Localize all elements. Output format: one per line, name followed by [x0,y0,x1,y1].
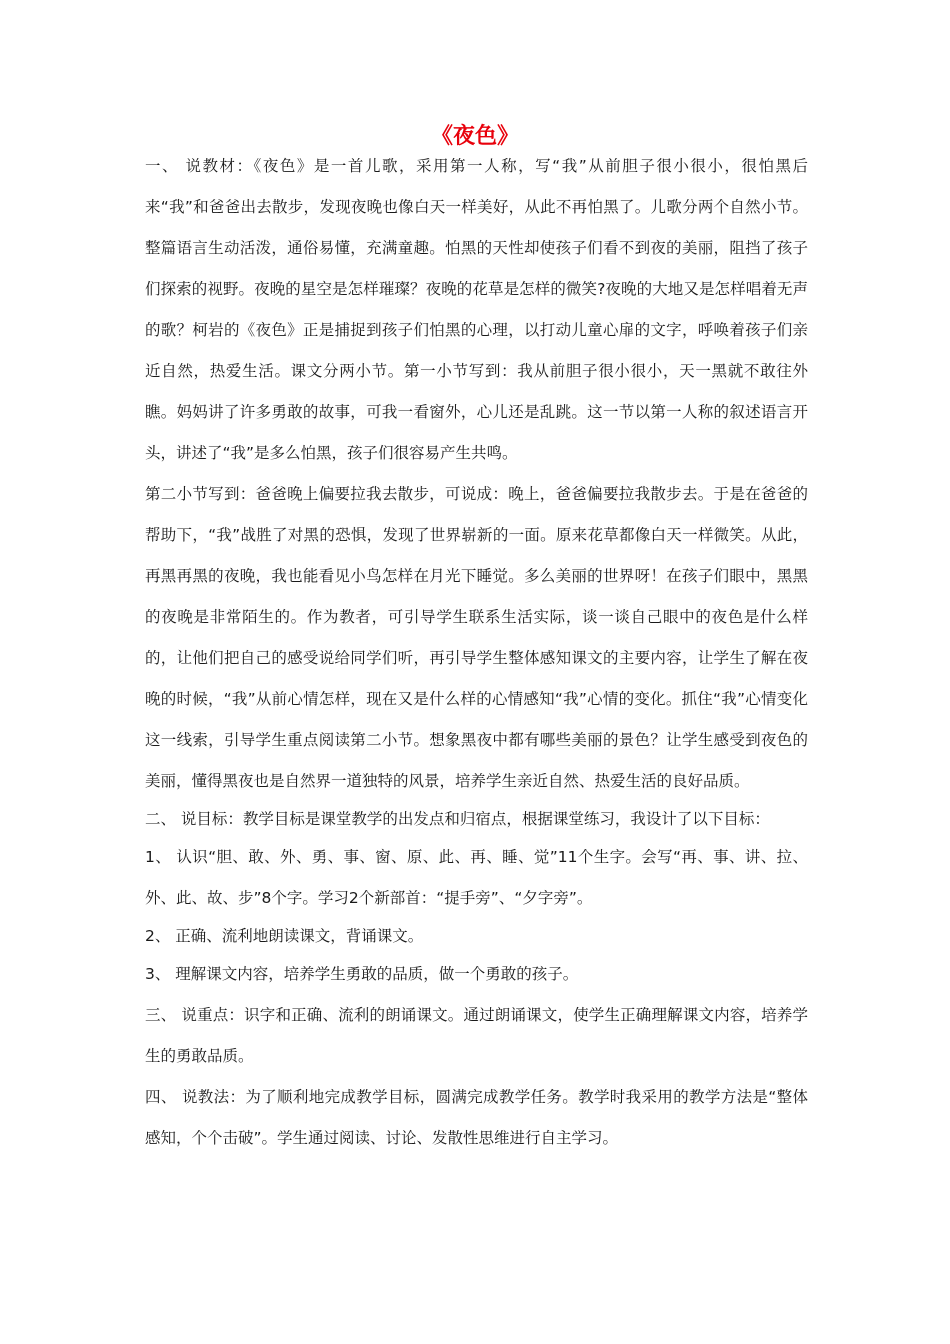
paragraph-goal-2: 2、 正确、流利地朗读课文，背诵课文。 [145,927,424,945]
paragraph-second-section: 第二小节写到：爸爸晚上偏要拉我去散步，可说成：晚上，爸爸偏要拉我散步去。于是在爸爸的帮助下，“我”战胜了对黑的恐惧，发现了世界崭新的一面。原来花草都像白天一样微笑。从此，再黑再黑的夜晚，我也能看见小鸟怎样在月光下睡觉。多么美丽的世界呀！在孩子们眼中，黑黑的夜晚是非常陌生的。作为教者，可引导学生联系生活实际，谈一谈自己眼中的夜色是什么样的，让他们把自己的感受说给同学们听，再引导学生整体感知课文的主要内容，让学生了解在夜晚的时候，“我”从前心情怎样，现在又是什么样的心情感知“我”心情的变化。抓住“我”心情变化这一线索，引导学生重点阅读第二小节。想象黑夜中都有哪些美丽的景色？让学生感受到夜色的美丽，懂得黑夜也是自然界一道独特的风景，培养学生亲近自然、热爱生活的良好品质。 [145,485,808,790]
paragraph-goal-3: 3、 理解课文内容，培养学生勇敢的品质，做一个勇敢的孩子。 [145,965,579,983]
paragraph-key-points: 三、 说重点：识字和正确、流利的朗诵课文。通过朗诵课文，使学生正确理解课文内容，培养学生的勇敢品质。 [145,1006,808,1065]
paragraph-textbook: 一、 说教材：《夜色》是一首儿歌，采用第一人称，写“我”从前胆子很小很小，很怕黑后来“我”和爸爸出去散步，发现夜晚也像白天一样美好，从此不再怕黑了。儿歌分两个自然小节。整篇语言生动活泼，通俗易懂，充满童趣。怕黑的天性却使孩子们看不到夜的美丽，阻挡了孩子们探索的视野。夜晚的星空是怎样璀璨？夜晚的花草是怎样的微笑?夜晚的大地又是怎样唱着无声的歌？柯岩的《夜色》正是捕捉到孩子们怕黑的心理，以打动儿童心扉的文字，呼唤着孩子们亲近自然，热爱生活。课文分两小节。第一小节写到：我从前胆子很小很小，天一黑就不敢往外瞧。妈妈讲了许多勇敢的故事，可我一看窗外，心儿还是乱跳。这一节以第一人称的叙述语言开头，讲述了“我”是多么怕黑，孩子们很容易产生共鸣。 [145,157,808,462]
document-title: 《夜色》 [430,123,519,149]
document-body [145,146,808,1159]
paragraph-goal-1: 1、 认识“胆、敢、外、勇、事、窗、原、此、再、睡、觉”11个生字。会写“再、事、讲、拉、外、此、故、步”8个字。学习2个新部首：“提手旁”、“夕字旁”。 [145,848,808,907]
paragraph-teaching-method: 四、 说教法：为了顺利地完成教学目标，圆满完成教学任务。教学时我采用的教学方法是“整体感知，个个击破”。学生通过阅读、讨论、发散性思维进行自主学习。 [145,1088,808,1147]
paragraph-goals-heading: 二、 说目标：教学目标是课堂教学的出发点和归宿点，根据课堂练习，我设计了以下目标： [145,810,770,828]
